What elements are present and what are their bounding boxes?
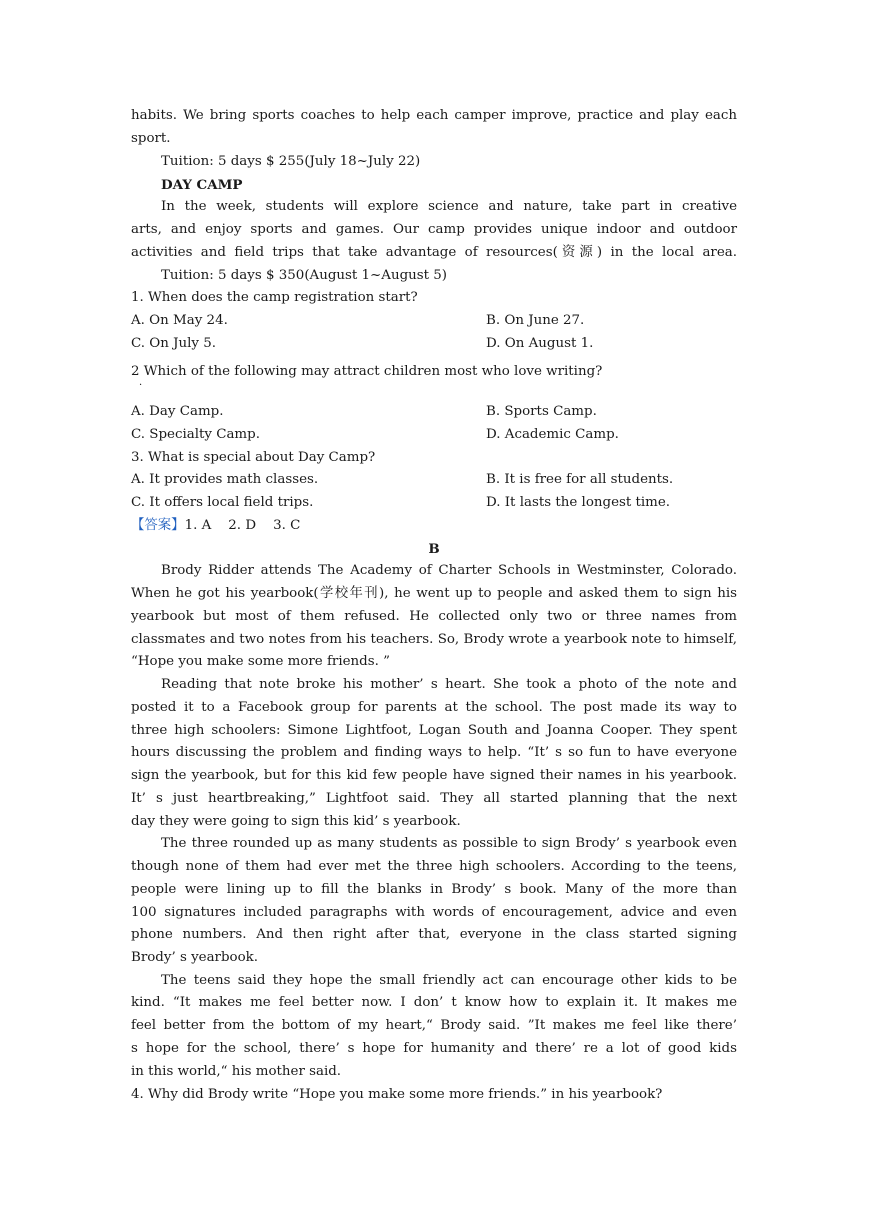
- paragraph-line: habits. We bring sports coaches to help each camper improve, practice and play each: [131, 108, 737, 123]
- option-b: B. It is free for all students.: [486, 472, 674, 487]
- paragraph-line: The teens said they hope the small friendly act can encourage other kids to be: [161, 973, 737, 988]
- paragraph-line: sport.: [131, 131, 171, 146]
- paragraph-line: kind. “It makes me feel better now. I don’ t know how to explain it. It makes me: [131, 995, 737, 1010]
- tuition-line: Tuition: 5 days $ 255(July 18~July 22): [161, 154, 421, 169]
- paragraph-line: though none of them had ever met the three high schoolers. According to the teens,: [131, 859, 737, 874]
- paragraph-line: three high schoolers: Simone Lightfoot, Logan South and Joanna Cooper. They spent: [131, 723, 737, 738]
- paragraph-line: arts, and enjoy sports and games. Our camp provides unique indoor and outdoor: [131, 222, 737, 237]
- section-heading: B: [428, 541, 440, 557]
- paragraph-line: posted it to a Facebook group for parents at the school. The post made its way to: [131, 700, 737, 715]
- paragraph-line: phone numbers. And then right after that, everyone in the class started signing: [131, 927, 737, 942]
- paragraph-line: When he got his yearbook(学校年刊), he went up to people and asked them to sign his: [131, 586, 737, 601]
- day-camp-heading: DAY CAMP: [161, 177, 243, 193]
- paragraph-line: “Hope you make some more friends. ”: [131, 654, 390, 669]
- paragraph-line: people were lining up to fill the blanks in Brody’ s book. Many of the more than: [131, 882, 737, 897]
- option-a: A. It provides math classes.: [131, 472, 319, 487]
- option-c: C. Specialty Camp.: [131, 427, 260, 442]
- paragraph-line: Reading that note broke his mother’ s heart. She took a photo of the note and: [161, 677, 737, 692]
- question-stem: 1. When does the camp registration start?: [131, 290, 418, 305]
- option-c: C. On July 5.: [131, 336, 217, 351]
- paragraph-line: activities and field trips that take advantage of resources(资源) in the local area.: [131, 245, 737, 260]
- paragraph-line: hours discussing the problem and finding ways to help. “It’ s so fun to have everyone: [131, 745, 737, 760]
- answer-line: [131, 516, 737, 536]
- question-stem: 3. What is special about Day Camp?: [131, 450, 376, 465]
- option-a: A. On May 24.: [131, 313, 228, 328]
- paragraph-line: feel better from the bottom of my heart,“ Brody said. ”It makes me feel like there’: [131, 1018, 737, 1033]
- question-stem: 4. Why did Brody write “Hope you make some more friends.” in his yearbook?: [131, 1087, 663, 1102]
- paragraph-line: In the week, students will explore science and nature, take part in creative: [161, 199, 737, 214]
- paragraph-line: The three rounded up as many students as possible to sign Brody’ s yearbook even: [161, 836, 737, 851]
- paragraph-line: classmates and two notes from his teachers. So, Brody wrote a yearbook note to himself,: [131, 632, 737, 647]
- answer-label: 【答案】: [131, 518, 185, 533]
- option-d: D. On August 1.: [486, 336, 594, 351]
- paragraph-line: in this world,“ his mother said.: [131, 1064, 342, 1079]
- option-a: A. Day Camp.: [131, 404, 224, 419]
- option-c: C. It offers local field trips.: [131, 495, 314, 510]
- paragraph-line: It’ s just heartbreaking,” Lightfoot said. They all started planning that the next: [131, 791, 737, 806]
- answer-text: 1. A 2. D 3. C: [184, 518, 301, 533]
- paragraph-line: 100 signatures included paragraphs with words of encouragement, advice and even: [131, 905, 737, 920]
- paragraph-line: sign the yearbook, but for this kid few people have signed their names in his yearbook.: [131, 768, 737, 783]
- stray-dot-mark: ·: [139, 380, 143, 391]
- option-d: D. It lasts the longest time.: [486, 495, 671, 510]
- paragraph-line: s hope for the school, there’ s hope for humanity and there’ re a lot of good kids: [131, 1041, 737, 1056]
- tuition-line: Tuition: 5 days $ 350(August 1~August 5): [161, 268, 448, 283]
- paragraph-line: yearbook but most of them refused. He collected only two or three names from: [131, 609, 737, 624]
- option-b: B. On June 27.: [486, 313, 585, 328]
- question-stem: 2 Which of the following may attract children most who love writing?: [131, 364, 603, 379]
- option-b: B. Sports Camp.: [486, 404, 597, 419]
- paragraph-line: day they were going to sign this kid’ s yearbook.: [131, 814, 461, 829]
- paragraph-line: Brody Ridder attends The Academy of Charter Schools in Westminster, Colorado.: [161, 563, 737, 578]
- option-d: D. Academic Camp.: [486, 427, 619, 442]
- paragraph-line: Brody’ s yearbook.: [131, 950, 259, 965]
